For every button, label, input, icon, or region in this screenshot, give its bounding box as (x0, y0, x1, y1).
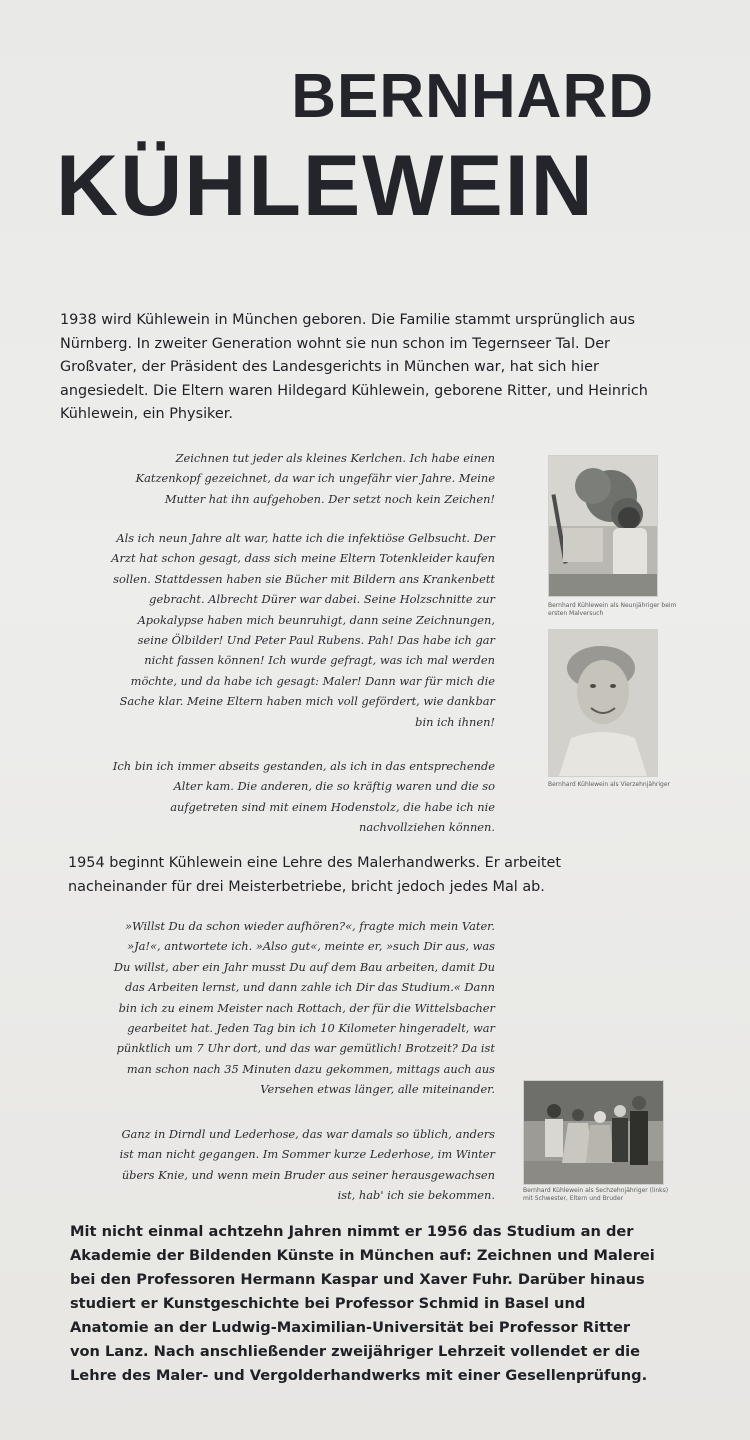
title-first-name: BERNHARD (291, 62, 654, 131)
title-last-name: KÜHLEWEIN (56, 138, 595, 234)
caption-painting-child: Bernhard Kühlewein als Neunjähriger beim ersten Malversuch (548, 602, 677, 617)
quote-aside: Ich bin ich immer abseits gestanden, als ich in das entsprechende Alter kam. Die anderen, die so kräftig waren und die so aufgetreten sind mit einem Hodenstolz, die habe ich nie nachvollziehen können. (112, 759, 495, 835)
photo-family-group (523, 1080, 664, 1185)
caption-portrait-teen: Bernhard Kühlewein als Vierzehnjähriger (548, 781, 670, 788)
photo-painting-child (548, 455, 658, 597)
intro-paragraph-1954: 1954 beginnt Kühlewein eine Lehre des Malerhandwerks. Er arbeitet nacheinander für drei Meisterbetriebe, bricht jedoch jedes Mal ab. (68, 855, 562, 895)
quote-father: »Willst Du da schon wieder aufhören?«, fragte mich mein Vater. »Ja!«, antwortete ich. »Also gut«, meinte er, »such Dir aus, was Du willst, aber ein Jahr musst Du auf dem Bau arbeiten, damit Du das Arbeiten lernst, und dann zahle ich Dir das Studium.« Dann bin ich zu einem Meister nach Rottach, der für die Wittelsbacher gearbeitet hat. Jeden Tag bin ich 10 Kilometer hingeradelt, war pünktlich um 7 Uhr dort, und das war gemütlich! Brotzeit? Da ist man schon nach 35 Minuten dazu gekommen, mittags auch aus Versehen etwas länger, alle miteinander. (113, 919, 495, 1097)
photo-portrait-teen (548, 629, 658, 777)
quote-jaundice: Als ich neun Jahre alt war, hatte ich die infektiöse Gelbsucht. Der Arzt hat schon gesagt, dass sich meine Eltern Totenkleider kaufen sollen. Stattdessen haben sie Bücher mit Bildern ans Krankenbett gebracht. Albrecht Dürer war dabei. Seine Holzschnitte zur Apokalypse haben mich beunruhigt, dann seine Zeichnungen, seine Ölbilder! Und Peter Paul Rubens. Pah! Das habe ich gar nicht fassen können! Ich wurde gefragt, was ich mal werden möchte, und da habe ich gesagt: Maler! Dann war für mich die Sache klar. Meine Eltern haben mich voll gefördert, wie dankbar bin ich ihnen! (111, 531, 495, 729)
quote-dirndl: Ganz in Dirndl und Lederhose, das war damals so üblich, anders ist man nicht gegangen. Im Sommer kurze Lederhose, im Winter übers Knie, und wenn mein Bruder aus seiner herausgewachsen ist, hab' ich sie bekommen. (119, 1127, 495, 1203)
intro-paragraph-1956: Mit nicht einmal achtzehn Jahren nimmt er 1956 das Studium an der Akademie der Bildenden Künste in München auf: Zeichnen und Malerei bei den Professoren Hermann Kaspar und Xaver Fuhr. Darüber hinaus studiert er Kunstgeschichte bei Professor Schmid in Basel und Anatomie an der Ludwig-Maximilian-Universität bei Professor Ritter von Lanz. Nach anschließender zweijähriger Lehrzeit vollendet er die Lehre des Maler- und Vergolderhandwerks mit einer Gesellenprüfung. (70, 1223, 655, 1384)
caption-family-group: Bernhard Kühlewein als Sechzehnjähriger (links) mit Schwester, Eltern und Bruder (523, 1187, 669, 1202)
quote-drawing-childhood: Zeichnen tut jeder als kleines Kerlchen. Ich habe einen Katzenkopf gezeichnet, da war ich ungefähr vier Jahre. Meine Mutter hat ihn aufgehoben. Der setzt noch kein Zeichen! (135, 451, 495, 506)
intro-paragraph-1938: 1938 wird Kühlewein in München geboren. Die Familie stammt ursprünglich aus Nürnberg. In zweiter Generation wohnt sie nun schon im Tegernseer Tal. Der Großvater, der Präsident des Landesgerichts in München war, hat sich hier angesiedelt. Die Eltern waren Hildegard Kühlewein, geborene Ritter, und Heinrich Kühlewein, ein Physiker. (60, 312, 648, 422)
